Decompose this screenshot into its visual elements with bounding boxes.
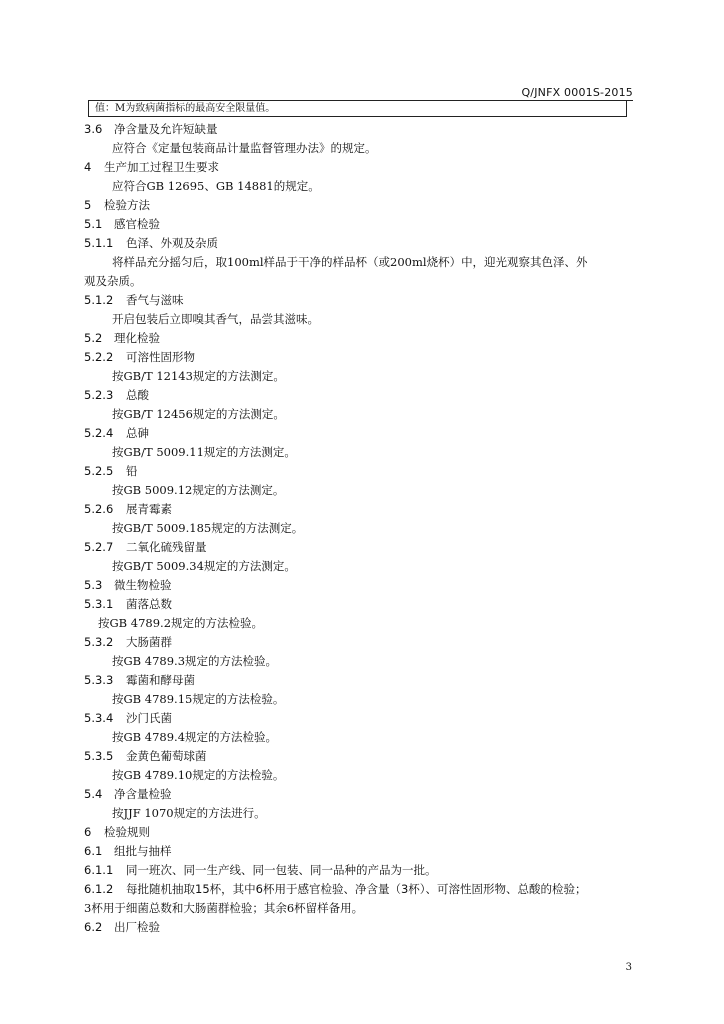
section-title: 检验规则 (104, 825, 150, 839)
section-number: 5.1 (84, 217, 103, 231)
section-heading (84, 842, 634, 861)
body-text: 按GB/T 5009.34规定的方法测定。 (112, 559, 296, 573)
section-number: 5.3.5 (84, 749, 114, 763)
section-number: 5.2.6 (84, 502, 114, 516)
section-heading (84, 196, 634, 215)
section-heading (84, 120, 634, 139)
section-heading (84, 861, 634, 880)
section-title: 每批随机抽取15杯，其中6杯用于感官检验、净含量（3杯）、可溶性固形物、总酸的检验； (126, 882, 587, 896)
body-text: 按JJF 1070规定的方法进行。 (112, 806, 266, 820)
section-number: 5.3.3 (84, 673, 114, 687)
page-number: 3 (625, 962, 632, 973)
section-number: 3.6 (84, 122, 103, 136)
section-heading (84, 329, 634, 348)
section-heading (84, 234, 634, 253)
section-title: 沙门氏菌 (126, 711, 172, 725)
body-text: 将样品充分摇匀后，取100ml样品于干净的样品杯（或200ml烧杯）中，迎光观察其色泽、外 (112, 255, 588, 269)
body-text: 观及杂质。 (84, 274, 142, 288)
section-title: 净含量及允许短缺量 (114, 122, 218, 136)
body-text: 按GB 4789.2规定的方法检验。 (98, 616, 264, 630)
section-heading (84, 633, 634, 652)
section-heading (84, 880, 634, 899)
section-number: 5.2.4 (84, 426, 114, 440)
section-number: 5.2 (84, 331, 103, 345)
body-text: 应符合《定量包装商品计量监督管理办法》的规定。 (112, 141, 377, 155)
body-text: 按GB 4789.3规定的方法检验。 (112, 654, 278, 668)
section-heading (84, 595, 634, 614)
section-number: 5.1.2 (84, 293, 114, 307)
section-heading (84, 538, 634, 557)
section-title: 菌落总数 (126, 597, 172, 611)
document-body (84, 120, 634, 937)
section-heading (84, 785, 634, 804)
section-heading (84, 291, 634, 310)
section-title: 微生物检验 (114, 578, 172, 592)
section-title: 可溶性固形物 (126, 350, 195, 364)
section-number: 5.3.2 (84, 635, 114, 649)
section-heading (84, 500, 634, 519)
section-heading (84, 671, 634, 690)
section-title: 总砷 (126, 426, 149, 440)
section-number: 5.2.5 (84, 464, 114, 478)
body-text: 按GB/T 12143规定的方法测定。 (112, 369, 285, 383)
section-heading (84, 823, 634, 842)
section-title: 生产加工过程卫生要求 (104, 160, 219, 174)
section-number: 5.4 (84, 787, 103, 801)
body-text: 按GB/T 5009.11规定的方法测定。 (112, 445, 296, 459)
section-title: 二氧化硫残留量 (126, 540, 207, 554)
section-title: 大肠菌群 (126, 635, 172, 649)
section-title: 组批与抽样 (114, 844, 172, 858)
section-number: 5 (84, 198, 92, 212)
section-title: 检验方法 (104, 198, 150, 212)
body-text: 按GB 4789.10规定的方法检验。 (112, 768, 285, 782)
document-code: Q/JNFX 0001S-2015 (521, 86, 633, 99)
section-number: 5.3.1 (84, 597, 114, 611)
body-text: 按GB/T 12456规定的方法测定。 (112, 407, 285, 421)
section-number: 5.1.1 (84, 236, 114, 250)
section-number: 5.2.3 (84, 388, 114, 402)
section-heading (84, 576, 634, 595)
body-text: 按GB 4789.15规定的方法检验。 (112, 692, 285, 706)
body-text: 按GB 5009.12规定的方法测定。 (112, 483, 285, 497)
table-note: 值：M为致病菌指标的最高安全限量值。 (88, 101, 627, 117)
section-number: 6.1.2 (84, 882, 114, 896)
section-heading (84, 709, 634, 728)
section-title: 金黄色葡萄球菌 (126, 749, 207, 763)
section-heading (84, 918, 634, 937)
section-heading (84, 462, 634, 481)
body-text: 按GB 4789.4规定的方法检验。 (112, 730, 278, 744)
section-number: 4 (84, 160, 92, 174)
section-number: 6 (84, 825, 92, 839)
section-heading (84, 424, 634, 443)
section-title: 出厂检验 (114, 920, 160, 934)
section-title: 霉菌和酵母菌 (126, 673, 195, 687)
section-heading (84, 747, 634, 766)
section-title: 香气与滋味 (126, 293, 184, 307)
section-number: 6.1.1 (84, 863, 114, 877)
section-number: 5.2.7 (84, 540, 114, 554)
body-text: 应符合GB 12695、GB 14881的规定。 (112, 179, 320, 193)
section-title: 理化检验 (114, 331, 160, 345)
body-text: 开启包装后立即嗅其香气，品尝其滋味。 (112, 312, 319, 326)
section-heading (84, 348, 634, 367)
body-text: 3杯用于细菌总数和大肠菌群检验；其余6杯留样备用。 (84, 901, 364, 915)
section-title: 感官检验 (114, 217, 160, 231)
section-number: 6.2 (84, 920, 103, 934)
body-text: 按GB/T 5009.185规定的方法测定。 (112, 521, 304, 535)
section-number: 5.2.2 (84, 350, 114, 364)
section-title: 总酸 (126, 388, 149, 402)
section-title: 展青霉素 (126, 502, 172, 516)
section-heading (84, 158, 634, 177)
section-number: 5.3.4 (84, 711, 114, 725)
section-heading (84, 386, 634, 405)
section-number: 5.3 (84, 578, 103, 592)
section-title: 色泽、外观及杂质 (126, 236, 218, 250)
section-number: 6.1 (84, 844, 103, 858)
section-heading (84, 215, 634, 234)
section-title: 同一班次、同一生产线、同一包装、同一品种的产品为一批。 (126, 863, 437, 877)
section-title: 铅 (126, 464, 138, 478)
section-title: 净含量检验 (114, 787, 172, 801)
